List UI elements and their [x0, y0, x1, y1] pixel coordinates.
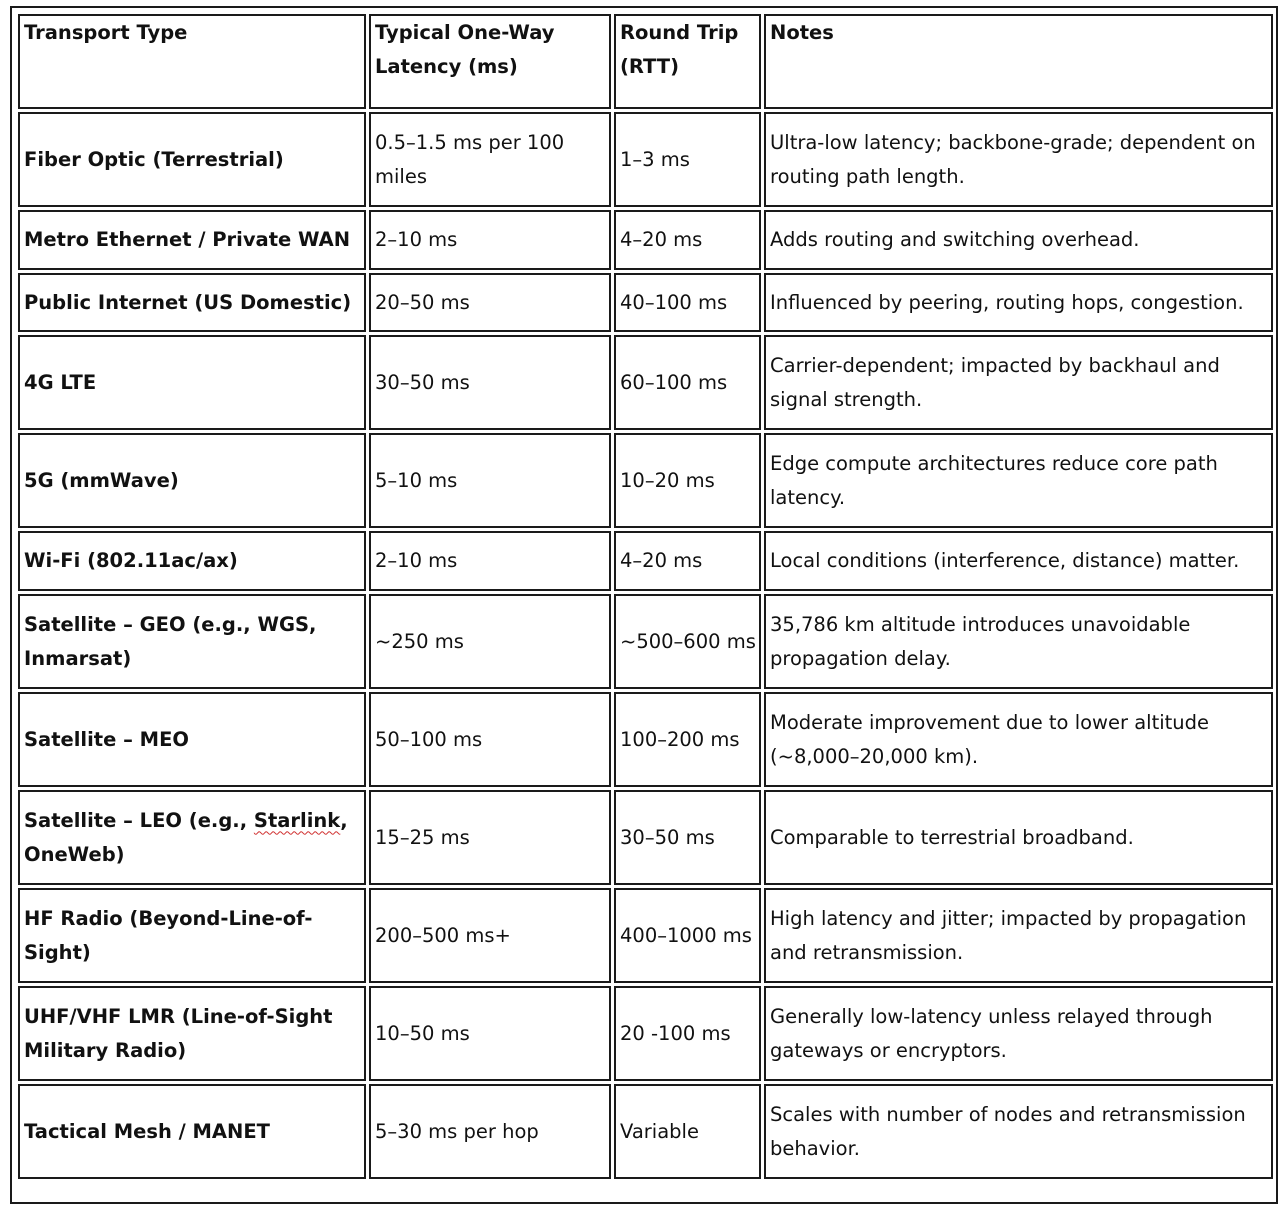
cell-round-trip: 20 -100 ms	[614, 986, 761, 1081]
cell-round-trip: 100–200 ms	[614, 692, 761, 787]
cell-notes: Ultra-low latency; backbone-grade; dependent on routing path length.	[764, 112, 1273, 207]
cell-notes: Adds routing and switching overhead.	[764, 210, 1273, 270]
cell-round-trip: 4–20 ms	[614, 531, 761, 591]
header-one-way-latency: Typical One-Way Latency (ms)	[369, 14, 611, 109]
cell-transport-type: Satellite – GEO (e.g., WGS, Inmarsat)	[18, 594, 366, 689]
cell-one-way-latency: ~250 ms	[369, 594, 611, 689]
cell-one-way-latency: 30–50 ms	[369, 335, 611, 430]
cell-notes: High latency and jitter; impacted by propagation and retransmission.	[764, 888, 1273, 983]
cell-one-way-latency: 0.5–1.5 ms per 100 miles	[369, 112, 611, 207]
cell-one-way-latency: 20–50 ms	[369, 273, 611, 332]
cell-round-trip: 30–50 ms	[614, 790, 761, 885]
table-row	[18, 790, 1273, 885]
cell-transport-type: Satellite – MEO	[18, 692, 366, 787]
spellcheck-underline: Starlink	[253, 808, 341, 832]
table-row	[18, 433, 1273, 528]
cell-transport-type: Tactical Mesh / MANET	[18, 1084, 366, 1179]
cell-transport-type: HF Radio (Beyond-Line-of-Sight)	[18, 888, 366, 983]
cell-notes: Edge compute architectures reduce core path latency.	[764, 433, 1273, 528]
cell-notes: Local conditions (interference, distance) matter.	[764, 531, 1273, 591]
cell-round-trip: 60–100 ms	[614, 335, 761, 430]
cell-notes: 35,786 km altitude introduces unavoidable propagation delay.	[764, 594, 1273, 689]
cell-round-trip: Variable	[614, 1084, 761, 1179]
cell-transport-type: 4G LTE	[18, 335, 366, 430]
cell-transport-type: 5G (mmWave)	[18, 433, 366, 528]
cell-round-trip: 10–20 ms	[614, 433, 761, 528]
table-row	[18, 112, 1273, 207]
cell-one-way-latency: 15–25 ms	[369, 790, 611, 885]
table-row	[18, 335, 1273, 430]
cell-one-way-latency: 200–500 ms+	[369, 888, 611, 983]
cell-transport-type: UHF/VHF LMR (Line-of-Sight Military Radio)	[18, 986, 366, 1081]
table-header-row	[18, 14, 1273, 109]
cell-one-way-latency: 5–10 ms	[369, 433, 611, 528]
table-row	[18, 210, 1273, 270]
table-row	[18, 273, 1273, 332]
cell-round-trip: 4–20 ms	[614, 210, 761, 270]
table-row	[18, 888, 1273, 983]
cell-one-way-latency: 10–50 ms	[369, 986, 611, 1081]
table-row	[18, 531, 1273, 591]
latency-table	[15, 11, 1276, 1182]
header-notes: Notes	[764, 14, 1273, 109]
cell-transport-type: Fiber Optic (Terrestrial)	[18, 112, 366, 207]
table-row	[18, 1084, 1273, 1179]
cell-transport-type: Public Internet (US Domestic)	[18, 273, 366, 332]
cell-transport-type: Wi-Fi (802.11ac/ax)	[18, 531, 366, 591]
cell-notes: Carrier-dependent; impacted by backhaul and signal strength.	[764, 335, 1273, 430]
cell-transport-type: Metro Ethernet / Private WAN	[18, 210, 366, 270]
table-row	[18, 986, 1273, 1081]
cell-notes: Influenced by peering, routing hops, congestion.	[764, 273, 1273, 332]
cell-notes: Scales with number of nodes and retransmission behavior.	[764, 1084, 1273, 1179]
cell-round-trip: 400–1000 ms	[614, 888, 761, 983]
table-row	[18, 594, 1273, 689]
cell-notes: Generally low-latency unless relayed through gateways or encryptors.	[764, 986, 1273, 1081]
cell-one-way-latency: 5–30 ms per hop	[369, 1084, 611, 1179]
cell-notes: Comparable to terrestrial broadband.	[764, 790, 1273, 885]
cell-round-trip: 40–100 ms	[614, 273, 761, 332]
latency-table-frame	[10, 6, 1278, 1204]
table-row	[18, 692, 1273, 787]
header-transport-type: Transport Type	[18, 14, 366, 109]
cell-round-trip: 1–3 ms	[614, 112, 761, 207]
cell-one-way-latency: 2–10 ms	[369, 210, 611, 270]
cell-notes: Moderate improvement due to lower altitude (~8,000–20,000 km).	[764, 692, 1273, 787]
cell-one-way-latency: 50–100 ms	[369, 692, 611, 787]
cell-transport-type: Satellite – LEO (e.g., Starlink, OneWeb)	[18, 790, 366, 885]
cell-one-way-latency: 2–10 ms	[369, 531, 611, 591]
cell-round-trip: ~500–600 ms	[614, 594, 761, 689]
header-round-trip: Round Trip (RTT)	[614, 14, 761, 109]
